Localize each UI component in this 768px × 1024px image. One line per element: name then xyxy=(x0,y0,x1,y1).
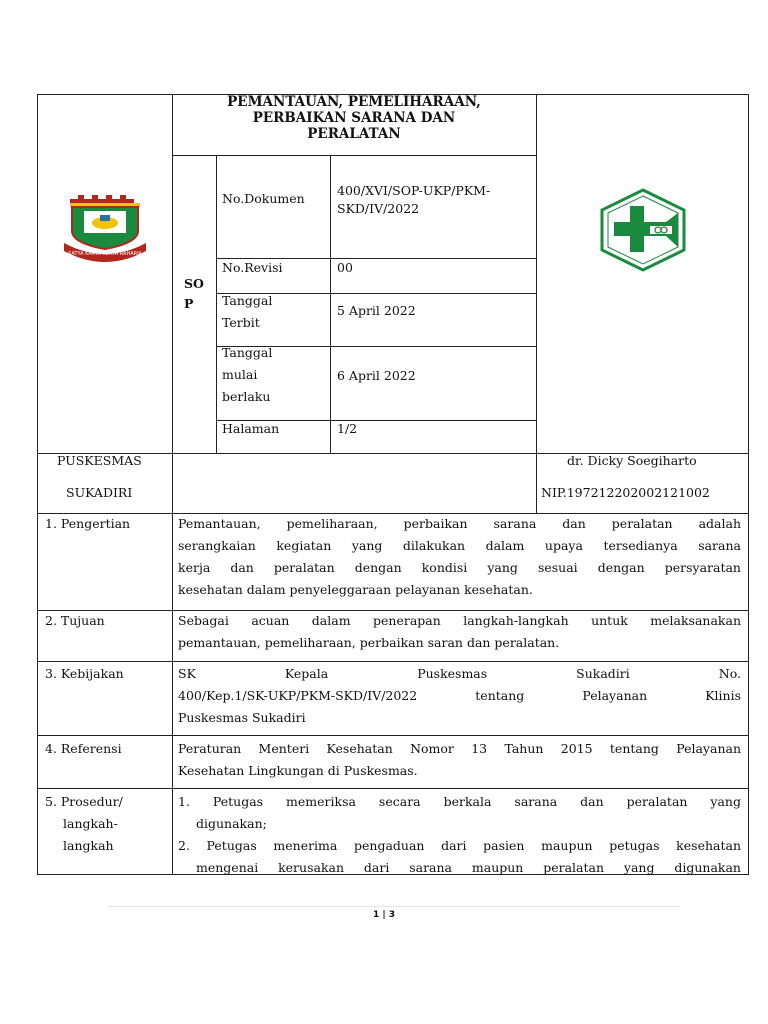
section-line: kesehatan dalam penyeleggaraan pelayanan kesehatan. xyxy=(178,582,533,597)
section-line: Pemantauan, pemeliharaan, perbaikan sarana dan peralatan adalah xyxy=(178,516,741,531)
section-line: serangkaian kegiatan yang dilakukan dalam upaya tersedianya sarana xyxy=(178,538,741,553)
publish-date-label: Tanggal Terbit xyxy=(222,293,273,330)
section-line: Kesehatan Lingkungan di Puskesmas. xyxy=(178,763,418,778)
section-label-tujuan: 2. Tujuan xyxy=(45,613,105,628)
page-value: 1/2 xyxy=(337,421,358,436)
section-line: kerja dan peralatan dengan kondisi yang sesuai dengan persyaratan xyxy=(178,560,741,575)
section-line: pemantauan, pemeliharaan, perbaikan saran dan peralatan. xyxy=(178,635,560,650)
doc-number-value: 400/XVI/SOP-UKP/PKM- SKD/IV/2022 xyxy=(337,183,491,216)
logo-motto: SATYA KARYA KERTA RAHARJA xyxy=(68,251,142,257)
revision-label: No.Revisi xyxy=(222,260,283,275)
page-number: 1 | 3 xyxy=(372,910,396,920)
footer-divider xyxy=(108,906,680,907)
section-line: Sebagai acuan dalam penerapan langkah-langkah untuk melaksanakan xyxy=(178,613,741,628)
revision-value: 00 xyxy=(337,260,353,275)
publish-date-value: 5 April 2022 xyxy=(337,303,416,318)
org-location: SUKADIRI xyxy=(66,485,133,500)
section-line: SK Kepala Puskesmas Sukadiri No. xyxy=(178,666,741,681)
title-line: PEMANTAUAN, PEMELIHARAAN, xyxy=(227,94,481,110)
section-line: 400/Kep.1/SK-UKP/PKM-SKD/IV/2022 tentang Pelayanan Klinis xyxy=(178,688,741,703)
sop-label: SO P xyxy=(184,276,204,311)
regency-logo xyxy=(62,193,148,263)
doc-number-label: No.Dokumen xyxy=(222,191,305,206)
page-label: Halaman xyxy=(222,421,280,436)
head-name: dr. Dicky Soegiharto xyxy=(567,453,697,468)
title-line: PERBAIKAN SARANA DAN xyxy=(252,110,456,126)
section-label-kebijakan: 3. Kebijakan xyxy=(45,666,124,681)
section-line: Peraturan Menteri Kesehatan Nomor 13 Tahun 2015 tentang Pelayanan xyxy=(178,741,741,756)
puskesmas-logo xyxy=(598,188,688,272)
org-name: PUSKESMAS xyxy=(57,453,142,468)
head-nip: NIP.197212202002121002 xyxy=(541,485,710,500)
procedure-step: digunakan; xyxy=(196,816,267,831)
procedure-step: mengenai kerusakan dari sarana maupun peralatan yang digunakan xyxy=(196,860,741,875)
section-line: Puskesmas Sukadiri xyxy=(178,710,306,725)
effective-date-label: Tanggal mulai berlaku xyxy=(222,345,273,404)
section-label-referensi: 4. Referensi xyxy=(45,741,122,756)
procedure-step: 2. Petugas menerima pengaduan dari pasien maupun petugas kesehatan xyxy=(178,838,741,853)
title-line: PERALATAN xyxy=(307,126,401,142)
section-label-pengertian: 1. Pengertian xyxy=(45,516,131,531)
effective-date-value: 6 April 2022 xyxy=(337,368,416,383)
procedure-step: 1. Petugas memeriksa secara berkala sarana dan peralatan yang xyxy=(178,794,741,809)
section-label-prosedur: 5. Prosedur/ langkah- langkah xyxy=(45,794,123,853)
document-title xyxy=(172,94,536,142)
